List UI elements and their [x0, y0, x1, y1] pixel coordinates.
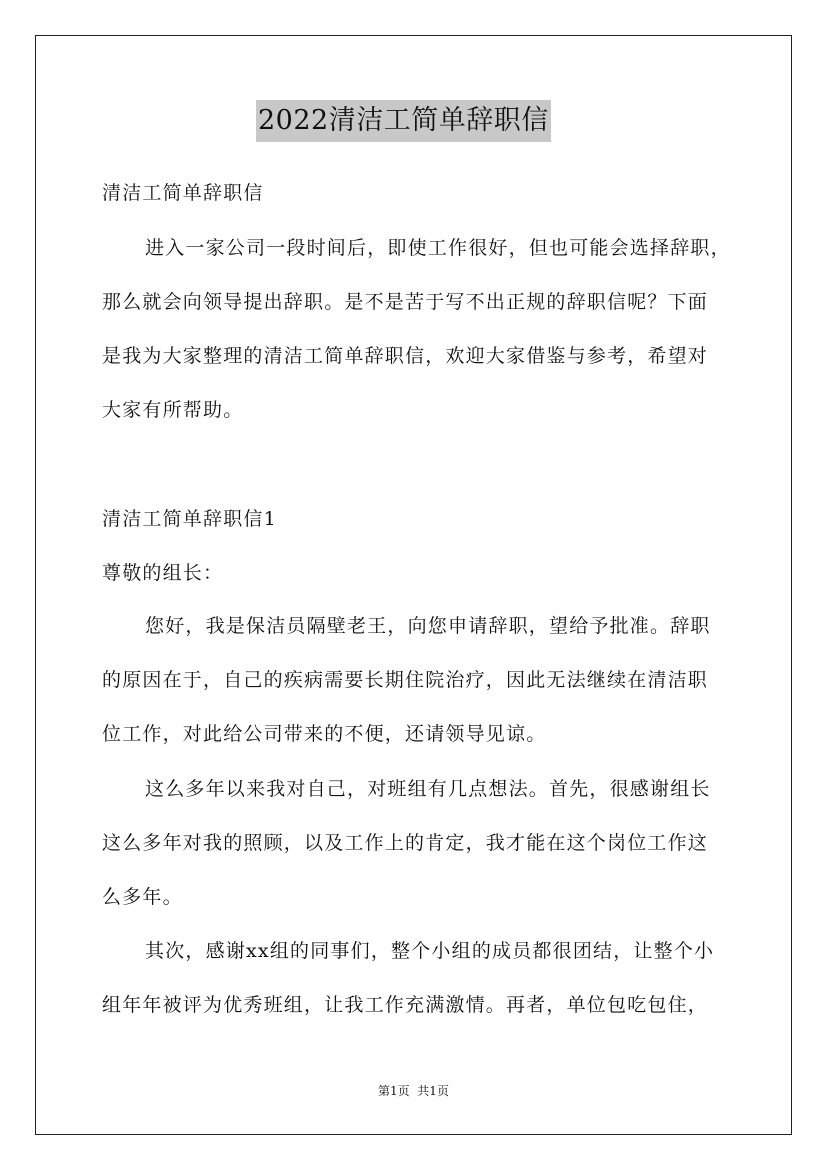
paragraph-line: 这么多年以来我对自己，对班组有几点想法。首先，很感谢组长 — [145, 778, 711, 800]
subtitle-line: 清洁工简单辞职信 — [102, 182, 264, 204]
paragraph-line: 是我为大家整理的清洁工简单辞职信，欢迎大家借鉴与参考，希望对 — [102, 345, 709, 367]
paragraph-line: 那么就会向领导提出辞职。是不是苦于写不出正规的辞职信呢？下面 — [102, 291, 709, 313]
page-footer: 第1页 共1页 — [378, 1084, 449, 1098]
document-title: 2022清洁工简单辞职信 — [256, 100, 551, 142]
paragraph-line: 这么多年对我的照顾，以及工作上的肯定，我才能在这个岗位工作这 — [102, 832, 709, 854]
paragraph-line: 的原因在于，自己的疾病需要长期住院治疗，因此无法继续在清洁职 — [102, 669, 709, 691]
paragraph-line: 您好，我是保洁员隔壁老王，向您申请辞职，望给予批准。辞职 — [145, 615, 711, 637]
paragraph-line: 其次，感谢xx组的同事们，整个小组的成员都很团结，让整个小 — [145, 940, 715, 962]
salutation: 尊敬的组长： — [102, 562, 224, 584]
paragraph-line: 么多年。 — [102, 886, 183, 908]
paragraph-line: 位工作，对此给公司带来的不便，还请领导见谅。 — [102, 723, 547, 745]
section-heading: 清洁工简单辞职信1 — [102, 508, 277, 530]
paragraph-line: 组年年被评为优秀班组，让我工作充满激情。再者，单位包吃包住， — [102, 994, 709, 1016]
paragraph-line: 大家有所帮助。 — [102, 399, 244, 421]
paragraph-line: 进入一家公司一段时间后，即使工作很好，但也可能会选择辞职， — [145, 237, 731, 259]
